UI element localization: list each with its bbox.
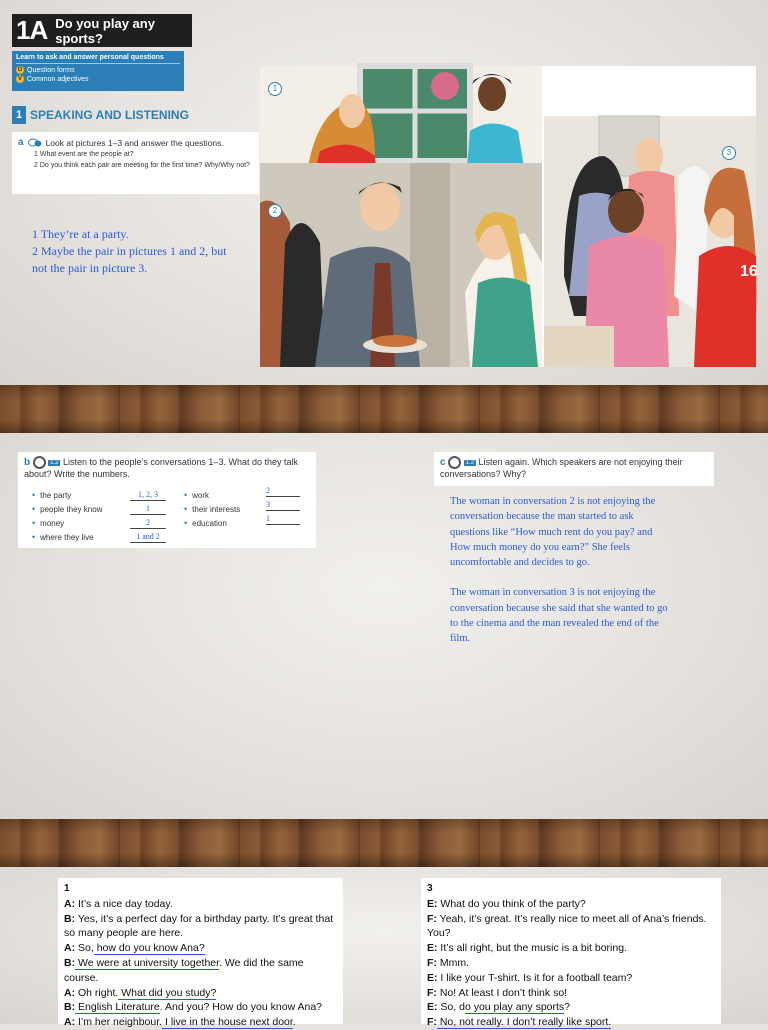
list-item: • money	[32, 518, 65, 528]
task-letter: a	[18, 137, 24, 148]
slide-3	[0, 867, 768, 1029]
answer-field[interactable]: 1, 2, 3	[130, 490, 166, 501]
topics-left	[32, 488, 102, 544]
learn-item-label: Question forms	[27, 66, 75, 74]
party-illustration	[260, 66, 756, 367]
dialog-line	[64, 1015, 337, 1030]
learn-item-label: Common adjectives	[27, 75, 89, 83]
picture-number-3: 3	[722, 146, 736, 160]
underlined-phrase: I live in the house next door	[162, 1016, 293, 1029]
unit-title-bar	[12, 14, 192, 47]
underlined-phrase: What did you study?	[118, 986, 217, 999]
grammar-icon: G	[17, 67, 23, 73]
answer-paragraph: The woman in conversation 2 is not enjoying the conversation because the man started to ask questions like “How much rent do you pay? and How much money do you earn?” She feels uncomfortable and decides to go.	[450, 496, 656, 569]
dialog-text: So,	[75, 942, 94, 955]
topics-right	[184, 488, 240, 530]
picture-number-2: 2	[268, 204, 282, 218]
conversation-3	[421, 878, 721, 1029]
learning-objectives	[12, 51, 184, 91]
answer-line: 1 They’re at a party.	[32, 227, 129, 241]
wood-divider	[0, 819, 768, 867]
track-number: 1.2	[465, 459, 474, 466]
speaker-label: F:	[427, 956, 437, 969]
answer-paragraph: The woman in conversation 3 is not enjoying the conversation because she said that she wanted to go to the cinema and the man revealed the end of the film.	[450, 587, 668, 645]
task-question: 1 What event are the people at?	[34, 151, 134, 158]
answer-line: 2 Maybe the pair in pictures 1 and 2, but not the pair in picture 3.	[32, 244, 227, 275]
task-letter: c	[440, 456, 446, 468]
speaker-label: B:	[64, 1001, 76, 1014]
dialog-text: . We did the same course.	[64, 956, 304, 984]
picture-number-1: 1	[268, 82, 282, 96]
dialog-line	[64, 941, 337, 956]
audio-icon[interactable]	[448, 456, 461, 469]
dialog-line	[427, 1015, 715, 1030]
task-letter: b	[24, 456, 31, 468]
dialog-line	[427, 897, 715, 912]
task-c	[434, 452, 714, 486]
unit-title: Do you play any sports?	[55, 15, 155, 46]
dialog-text: What do you think of the party?	[437, 897, 586, 910]
dialog-line	[64, 1000, 337, 1015]
learn-item-grammar	[16, 66, 180, 74]
dialog-text: Oh right.	[75, 986, 119, 999]
conversation-1	[58, 878, 343, 1029]
speaker-label: A:	[64, 897, 76, 910]
party-scene-2-image	[260, 163, 542, 367]
section-number: 1	[12, 106, 26, 124]
learn-item-vocabulary	[16, 75, 180, 83]
task-a	[12, 132, 259, 194]
list-item: • work	[184, 490, 210, 500]
dialog-line	[427, 986, 715, 1001]
speech-bubbles-icon	[28, 138, 42, 148]
list-item: • the party	[32, 490, 72, 500]
dialog-line	[427, 1000, 715, 1015]
slide-2	[0, 433, 768, 819]
task-instruction: Look at pictures 1–3 and answer the questions.	[45, 137, 224, 148]
wood-divider	[0, 385, 768, 433]
list-item: • people they know	[32, 504, 103, 514]
task-instruction: Listen again. Which speakers are not enjoying their conversations? Why?	[440, 456, 683, 479]
dialog-line	[64, 956, 337, 986]
unit-number: 1A	[16, 15, 48, 45]
dialog-text: . And you? How do you know Ana?	[159, 1001, 323, 1014]
conversation-number: 3	[427, 883, 433, 894]
speaker-label: F:	[427, 912, 437, 925]
dialog-line	[427, 941, 715, 956]
speaker-label: A:	[64, 1016, 76, 1029]
dialog-line	[64, 986, 337, 1001]
list-item: • their interests	[184, 504, 241, 514]
answer-field[interactable]: 2	[266, 486, 300, 497]
dialog-line	[427, 912, 715, 942]
answer-field[interactable]: 2	[130, 518, 166, 529]
speaker-label: B:	[64, 956, 76, 969]
speaker-label: E:	[427, 971, 438, 984]
dialog-text: It’s a nice day today.	[75, 897, 173, 910]
answer-text	[32, 226, 242, 277]
underlined-phrase: We were at university together	[75, 956, 220, 969]
jersey-number: 16	[740, 263, 758, 280]
answer-field[interactable]: 1	[130, 504, 166, 515]
dialog-text: I’m her neighbour.	[75, 1016, 163, 1029]
task-b	[18, 452, 316, 548]
dialog-text: No! At least I don’t think so!	[436, 986, 568, 999]
track-number: 1.2	[50, 459, 59, 466]
underlined-phrase: how do you know Ana?	[93, 942, 205, 955]
slide-1	[0, 0, 768, 385]
dialog-text: Mmm.	[436, 956, 469, 969]
dialog-text: It’s all right, but the music is a bit boring.	[437, 942, 627, 955]
underlined-phrase: English Literature	[75, 1001, 160, 1014]
underlined-phrase: o you play any sports	[464, 1001, 565, 1014]
learn-title: Learn to ask and answer personal questions	[16, 54, 180, 64]
section-title: SPEAKING AND LISTENING	[30, 108, 189, 122]
speaker-label: A:	[64, 986, 76, 999]
speaker-label: B:	[64, 912, 76, 925]
answer-field[interactable]: 1 and 2	[130, 532, 166, 543]
vocabulary-icon: V	[17, 76, 22, 82]
dialog-text: Yeah, it’s great. It’s really nice to meet all of Ana’s friends. You?	[427, 912, 707, 940]
dialog-text: I like your T-shirt. Is it for a football team?	[437, 971, 633, 984]
dialog-line	[427, 971, 715, 986]
speaker-label: F:	[427, 1016, 437, 1029]
speaker-label: E:	[427, 1001, 438, 1014]
picture-2	[260, 163, 542, 367]
task-instruction: Listen to the people’s conversations 1–3. What do they talk about? Write the numbers.	[24, 456, 298, 479]
section-heading	[12, 106, 189, 124]
dialog-line	[64, 897, 337, 912]
audio-icon[interactable]	[33, 456, 46, 469]
answer-text	[450, 494, 675, 662]
conversation-number: 1	[64, 883, 70, 894]
answer-field[interactable]: 1	[266, 514, 300, 525]
dialog-text: .	[292, 1016, 296, 1029]
dialog-line	[64, 912, 337, 942]
speaker-label: E:	[427, 897, 438, 910]
speaker-label: F:	[427, 986, 437, 999]
speaker-label: E:	[427, 942, 438, 955]
task-question: 2 Do you think each pair are meeting for the first time? Why/Why not?	[34, 162, 250, 169]
dialog-line	[427, 956, 715, 971]
underlined-phrase: No, not really. I don’t really like sport.	[436, 1016, 612, 1029]
list-item: • education	[184, 518, 227, 528]
dialog-text: ?	[564, 1001, 571, 1014]
dialog-text: So, d	[437, 1001, 465, 1014]
list-item: • where they live	[32, 532, 94, 542]
dialog-text: Yes, it’s a perfect day for a birthday party. It’s great that so many people are here.	[64, 912, 334, 940]
answer-field[interactable]: 3	[266, 500, 300, 511]
speaker-label: A:	[64, 942, 76, 955]
